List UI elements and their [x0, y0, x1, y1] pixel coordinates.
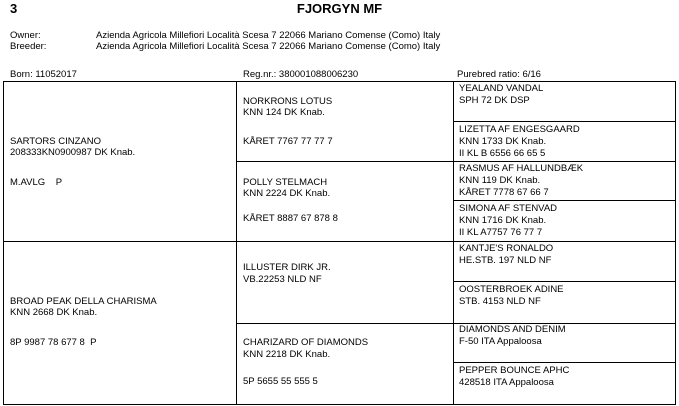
- sds-line1: RASMUS AF HALLUNDBÆK: [459, 163, 584, 174]
- horse-name-title: FJORGYN MF: [296, 1, 383, 16]
- grid-gen2-line-a: [236, 161, 676, 162]
- dam-reg: KNN 2668 DK Knab.: [10, 307, 98, 318]
- dss-line2: HE.STB. 197 NLD NF: [459, 255, 552, 266]
- registration-number: Reg.nr.: 380001088006230: [243, 69, 359, 80]
- grid-gen2-line-b: [236, 323, 676, 324]
- owner-label: Owner:: [10, 30, 41, 41]
- sire-name: SARTORS CINZANO: [10, 136, 101, 147]
- sire-sire-name: NORKRONS LOTUS: [243, 96, 333, 107]
- dam-sire-name: ILLUSTER DIRK JR.: [243, 262, 331, 273]
- grid-gen3-line-a: [453, 121, 676, 122]
- grid-gen3-line-c: [453, 281, 676, 282]
- dds-line1: DIAMONDS AND DENIM: [459, 324, 566, 335]
- dam-dam-name: CHARIZARD OF DIAMONDS: [243, 337, 369, 348]
- ddd-line2: 428518 ITA Appaloosa: [459, 377, 554, 388]
- dam-name: BROAD PEAK DELLA CHARISMA: [10, 296, 157, 307]
- sdd-line3: II KL A7757 76 77 7: [459, 227, 543, 238]
- grid-col1-line: [236, 81, 237, 405]
- sire-extra: M.AVLG P: [10, 177, 63, 188]
- grid-right-line: [675, 81, 676, 405]
- grid-gen3-line-d: [453, 362, 676, 363]
- sire-sire-reg: KNN 124 DK Knab.: [243, 107, 325, 118]
- ddd-line1: PEPPER BOUNCE APHC: [459, 365, 570, 376]
- dam-dam-extra: 5P 5655 55 555 5: [243, 376, 318, 387]
- sdd-line2: KNN 1716 DK Knab.: [459, 215, 547, 226]
- grid-top-line: [3, 81, 676, 82]
- dss-line1: KANTJE'S RONALDO: [459, 243, 554, 254]
- grid-middle-line: [3, 241, 676, 242]
- sire-dam-name: POLLY STELMACH: [243, 177, 328, 188]
- ssd-line1: LIZETTA AF ENGESGAARD: [459, 124, 580, 135]
- owner-value: Azienda Agricola Millefiori Località Scesa 7 22066 Mariano Comense (Como) Italy: [96, 30, 441, 41]
- born-date: Born: 11052017: [10, 69, 77, 80]
- sire-sire-extra: KÅRET 7767 77 77 7: [243, 136, 333, 147]
- dam-sire-reg: VB.22253 NLD NF: [243, 274, 322, 285]
- sdd-line1: SIMONA AF STENVAD: [459, 203, 558, 214]
- breeder-value: Azienda Agricola Millefiori Località Scesa 7 22066 Mariano Comense (Como) Italy: [96, 41, 441, 52]
- ssd-line2: KNN 1733 DK Knab.: [459, 136, 547, 147]
- dam-dam-reg: KNN 2218 DK Knab.: [243, 349, 331, 360]
- grid-gen3-line-b: [453, 200, 676, 201]
- sss-line2: SPH 72 DK DSP: [459, 95, 530, 106]
- catalog-number: 3: [10, 1, 18, 16]
- sds-line2: KNN 119 DK Knab.: [459, 175, 541, 186]
- sire-reg: 208333KN0900987 DK Knab.: [10, 147, 136, 158]
- sire-dam-reg: KNN 2224 DK Knab.: [243, 188, 331, 199]
- sds-line3: KÅRET 7778 67 66 7: [459, 187, 549, 198]
- dam-extra: 8P 9987 78 677 8 P: [10, 337, 97, 348]
- dds-line2: F-50 ITA Appaloosa: [459, 336, 542, 347]
- dsd-line1: OOSTERBROEK ADINE: [459, 284, 564, 295]
- ssd-line3: II KL B 6556 66 65 5: [459, 148, 546, 159]
- sire-dam-extra: KÅRET 8887 67 878 8: [243, 213, 338, 224]
- grid-bottom-line: [3, 404, 676, 405]
- purebred-ratio: Purebred ratio: 6/16: [457, 69, 541, 80]
- grid-left-line: [3, 81, 4, 405]
- grid-col2-line: [453, 81, 454, 405]
- dsd-line2: STB. 4153 NLD NF: [459, 296, 541, 307]
- breeder-label: Breeder:: [10, 41, 47, 52]
- sss-line1: YEALAND VANDAL: [459, 83, 544, 94]
